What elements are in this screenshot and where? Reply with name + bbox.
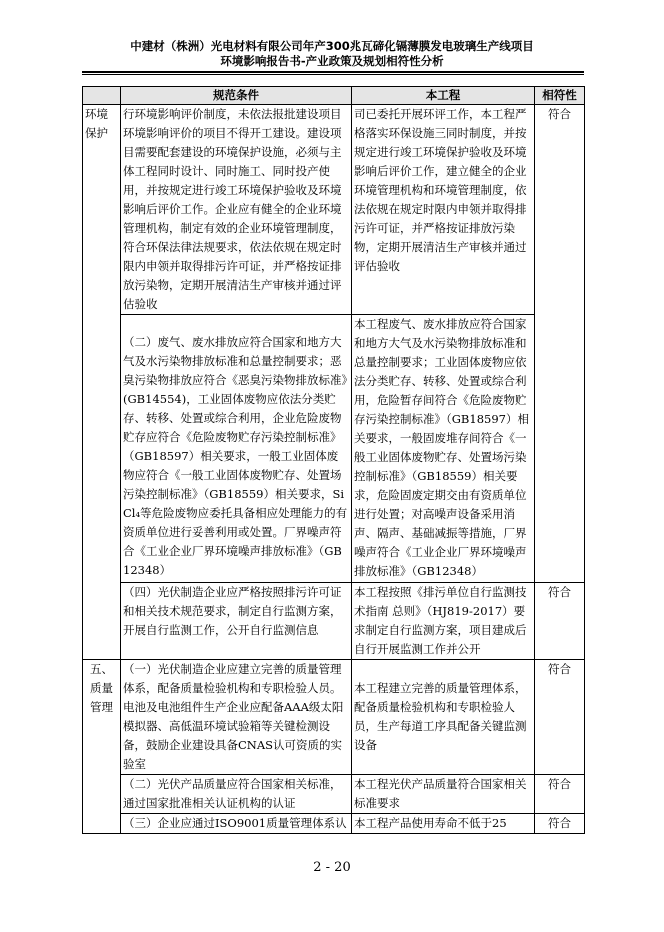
table-row xyxy=(83,105,585,315)
standard-cell: （二）光伏产品质量应符合国家相关标准，通过国家批准相关认证机构的认证 xyxy=(121,775,352,814)
col-header-category xyxy=(83,87,121,105)
report-subtitle: 环境影响报告书-产业政策及规划相符性分析 xyxy=(220,54,444,68)
table-row xyxy=(83,660,585,775)
col-header-project: 本工程 xyxy=(352,87,535,105)
col-header-conformity: 相符性 xyxy=(535,87,585,105)
standard-cell: （二）废气、废水排放应符合国家和地方大气及水污染物排放标准和总量控制要求；恶臭污染物排放应符合《恶臭污染物排放标准》(GB14554)，工业固体废物应依法分类贮存、转移、处置或综合利用，企业危险废物贮存应符合《危险废物贮存污染控制标准》（GB18597）相关要求，一般工业固体废物应符合《一般工业固体废物贮存、处置场污染控制标准》（GB18559）相关要求，SiCl₄等危险废物应委托具备相应处理能力的有资质单位进行妥善利用或处置。厂界噪声符合《工业企业厂界环境噪声排放标准》（GB12348） xyxy=(121,315,352,583)
header-rule-thick xyxy=(82,71,584,73)
project-cell: 本工程按照《排污单位自行监测技术指南 总则》（HJ819-2017）要求制定自行监测方案，项目建成后自行开展监测工作并公开 xyxy=(352,583,535,660)
conformity-cell: 符合 xyxy=(535,814,585,834)
project-cell: 本工程光伏产品质量符合国家相关标准要求 xyxy=(352,775,535,814)
page-number: 2 - 20 xyxy=(313,860,351,875)
conformity-cell: 符合 xyxy=(535,105,585,583)
project-cell: 本工程废气、废水排放应符合国家和地方大气及水污染物排放标准和总量控制要求；工业固体废物应依法分类贮存、转移、处置或综合利用，危险暂存间符合《危险废物贮存污染控制标准》（GB18597）相关要求，一般固废堆存间符合《一般工业固体废物贮存、处置场污染控制标准》（GB18559）相关要求，危险固废定期交由有资质单位进行处置；对高噪声设备采用消声、隔声、基础减振等措施，厂界噪声符合《工业企业厂界环境噪声排放标准》（GB12348） xyxy=(352,315,535,583)
standard-cell: 行环境影响评价制度，未依法报批建设项目环境影响评价的项目不得开工建设。建设项目需要配套建设的环境保护设施，必须与主体工程同时设计、同时施工、同时投产使用，并按规定进行竣工环境保护验收及环境影响后评价工作。企业应有健全的企业环境管理机构，制定有效的企业环境管理制度，符合环保法律法规要求，依法依规在规定时限内申领并取得排污许可证，并严格按证排放污染物，定期开展清洁生产审核并通过评估验收 xyxy=(121,105,352,315)
category-cell: 环境保护 xyxy=(83,105,121,660)
project-cell: 司已委托开展环评工作，本工程严格落实环保设施三同时制度，并按规定进行竣工环境保护验收及环境影响后评价工作，建立健全的企业环境管理机构和环境管理制度，依法依规在规定时限内申领并取得排污许可证，并严格按证排放污染物，定期开展清洁生产审核并通过评估验收 xyxy=(352,105,535,315)
policy-conformity-table xyxy=(82,86,585,834)
category-cell: 五、质量管理 xyxy=(83,660,121,834)
standard-cell: （一）光伏制造企业应建立完善的质量管理体系，配备质量检验机构和专职检验人员。电池及电池组件生产企业应配备AAA级太阳模拟器、高低温环境试验箱等关键检测设备，鼓励企业建设具备CNAS认可资质的实验室 xyxy=(121,660,352,775)
table-row xyxy=(83,583,585,660)
project-cell: 本工程产品使用寿命不低于25 xyxy=(352,814,535,834)
report-title: 中建材（株洲）光电材料有限公司年产300兆瓦碲化镉薄膜发电玻璃生产线项目 xyxy=(130,39,534,53)
project-cell: 本工程建立完善的质量管理体系，配备质量检验机构和专职检验人员，生产每道工序具配备关键监测设备 xyxy=(352,660,535,775)
table-row xyxy=(83,315,585,583)
standard-cell: （四）光伏制造企业应严格按照排污许可证和相关技术规范要求，制定自行监测方案，开展自行监测工作，公开自行监测信息 xyxy=(121,583,352,660)
conformity-cell: 符合 xyxy=(535,775,585,814)
conformity-cell: 符合 xyxy=(535,660,585,775)
table-row xyxy=(83,814,585,834)
conformity-cell: 符合 xyxy=(535,583,585,660)
table-row xyxy=(83,775,585,814)
header-rule-thin xyxy=(82,74,584,75)
standard-cell: （三）企业应通过ISO9001质量管理体系认 xyxy=(121,814,352,834)
col-header-standard: 规范条件 xyxy=(121,87,352,105)
table-header-row xyxy=(83,87,585,105)
